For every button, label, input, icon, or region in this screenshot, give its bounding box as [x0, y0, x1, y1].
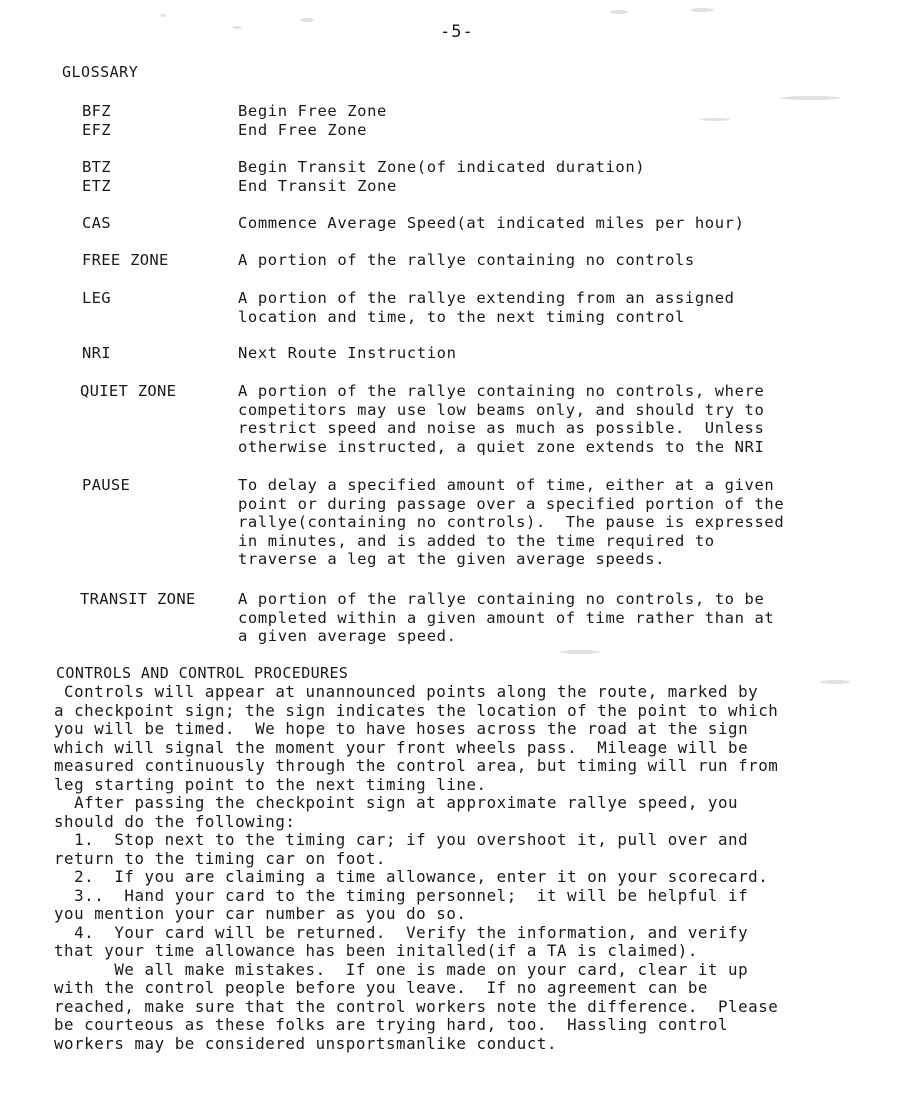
scan-speck [690, 8, 714, 12]
glossary-definition: A portion of the rallye containing no controls, to be completed within a given amount of time rather than at a given average speed. [238, 590, 775, 645]
glossary-term: CAS [82, 214, 111, 232]
glossary-term: PAUSE [82, 476, 131, 494]
glossary-heading: GLOSSARY [62, 63, 139, 81]
scan-speck [300, 18, 314, 22]
controls-heading: CONTROLS AND CONTROL PROCEDURES [56, 664, 349, 682]
glossary-term: BFZ EFZ [82, 102, 111, 139]
scan-speck [160, 14, 166, 17]
scan-speck [232, 26, 242, 29]
scan-speck [560, 650, 600, 654]
glossary-definition: To delay a specified amount of time, either at a given point or during passage over a specified portion of the rallye(containing no controls). The pause is expressed in minutes, and is added to the time required to traverse a leg at the given average speeds. [238, 476, 785, 568]
glossary-definition: Begin Transit Zone(of indicated duration) End Transit Zone [238, 158, 646, 195]
controls-body-text: Controls will appear at unannounced points along the route, marked by a checkpoint sign; the sign indicates the location of the point to which you will be timed. We hope to have hoses across the road at the sign which will signal the moment your front wheels pass. Mileage will be measured continuously through the control area, but timing will run from leg starting point to the next timing line. After passing the checkpoint sign at approximate rallye speed, you should do the following: 1. Stop next to the timing car; if you overshoot it, pull over and return to the timing car on foot. 2. If you are claiming a time allowance, enter it on your scorecard. 3.. Hand your card to the timing personnel; it will be helpful if you mention your car number as you do so. 4. Your card will be returned. Verify the information, and verify that your time allowance has been initalled(if a TA is claimed). We all make mistakes. If one is made on your card, clear it up with the control people before you leave. If no agreement can be reached, make sure that the control workers note the difference. Please be courteous as these folks are trying hard, too. Hassling control workers may be considered unsportsmanlike conduct. [54, 682, 779, 1053]
scan-speck [700, 118, 730, 121]
glossary-definition: Begin Free Zone End Free Zone [238, 102, 387, 139]
page-number: -5- [440, 22, 474, 42]
glossary-term: QUIET ZONE [80, 382, 177, 400]
scan-speck [610, 10, 628, 14]
glossary-definition: A portion of the rallye extending from an assigned location and time, to the next timing control [238, 289, 735, 326]
glossary-definition: A portion of the rallye containing no controls [238, 251, 695, 269]
glossary-definition: Next Route Instruction [238, 344, 457, 362]
scan-speck [780, 96, 840, 100]
glossary-definition: A portion of the rallye containing no controls, where competitors may use low beams only, and should try to restrict speed and noise as much as possible. Unless otherwise instructed, a quiet zone extends to the NRI [238, 382, 765, 456]
glossary-term: NRI [82, 344, 111, 362]
glossary-term: LEG [82, 289, 111, 307]
glossary-term: TRANSIT ZONE [80, 590, 196, 608]
glossary-term: FREE ZONE [82, 251, 169, 269]
glossary-term: BTZ ETZ [82, 158, 111, 195]
glossary-definition: Commence Average Speed(at indicated miles per hour) [238, 214, 745, 232]
